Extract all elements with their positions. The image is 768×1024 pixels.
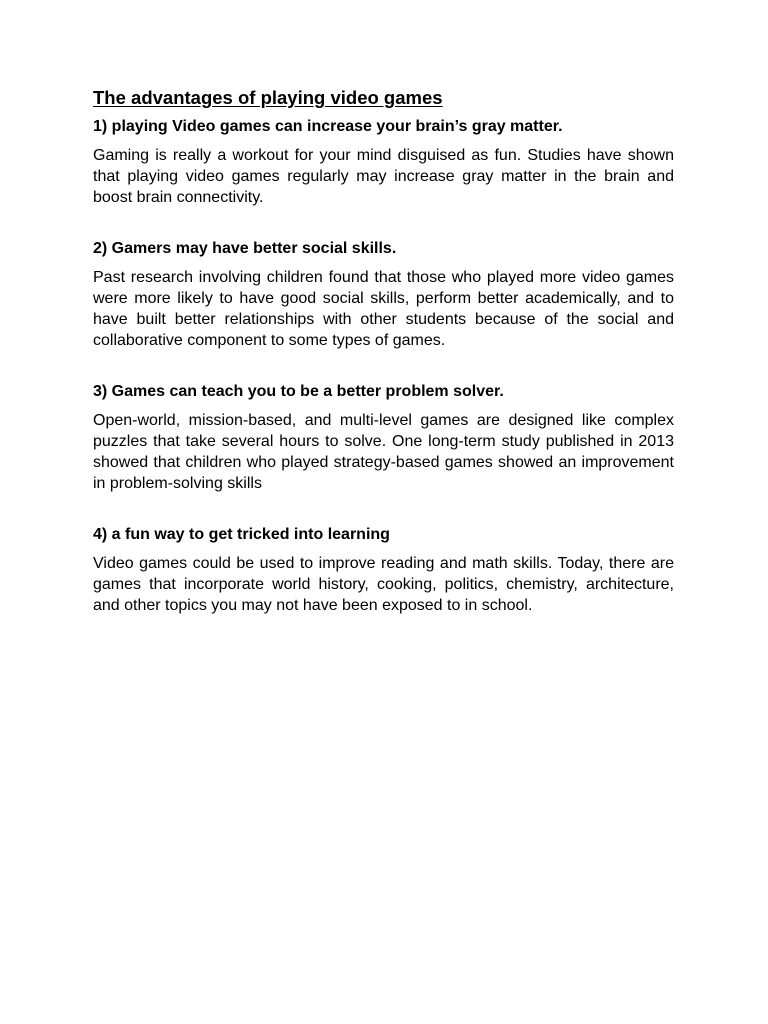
section-heading: 2) Gamers may have better social skills.: [93, 240, 397, 257]
section-2: [93, 238, 674, 351]
section-1: [93, 116, 674, 208]
section-body: Past research involving children found that those who played more video games were more likely to have good social skills, perform better academically, and to have built better relationships with other students because of the social and collaborative component to some types of games.: [93, 269, 674, 349]
section-heading: 1) playing Video games can increase your brain’s gray matter.: [93, 118, 563, 135]
section-body: Open-world, mission-based, and multi-level games are designed like complex puzzles that take several hours to solve. One long-term study published in 2013 showed that children who played strategy-based games showed an improvement in problem-solving skills: [93, 412, 674, 492]
document-title: The advantages of playing video games: [93, 87, 443, 108]
section-3: [93, 381, 674, 494]
section-heading: 4) a fun way to get tricked into learning: [93, 526, 390, 543]
section-body: Video games could be used to improve reading and math skills. Today, there are games that incorporate world history, cooking, politics, chemistry, architecture, and other topics you may not have been exposed to in school.: [93, 555, 674, 614]
document-page: [93, 86, 674, 616]
section-body: Gaming is really a workout for your mind disguised as fun. Studies have shown that playing video games regularly may increase gray matter in the brain and boost brain connectivity.: [93, 147, 674, 206]
section-heading: 3) Games can teach you to be a better problem solver.: [93, 383, 504, 400]
section-4: [93, 524, 674, 616]
